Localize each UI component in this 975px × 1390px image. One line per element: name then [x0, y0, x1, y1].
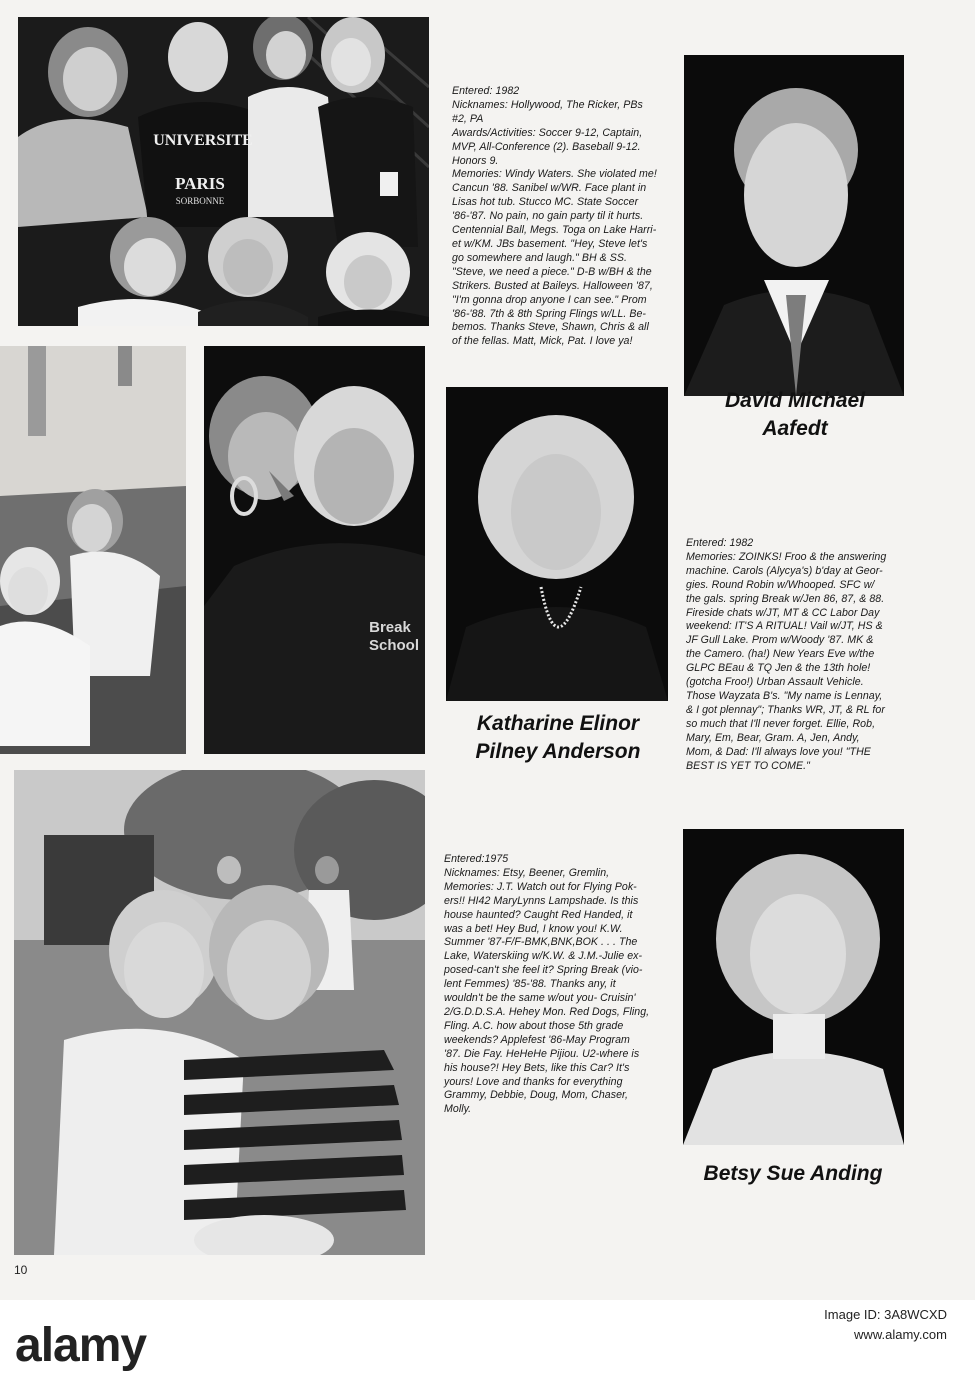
bio-line: the gals. spring Break w/Jen 86, 87, & 88.: [686, 592, 885, 605]
student-name-betsy: [670, 1160, 916, 1188]
bio-line: Entered: 1982: [686, 537, 754, 549]
bio-line: yours! Love and thanks for everything: [444, 1075, 623, 1088]
portrait-betsy: [683, 829, 904, 1145]
bio-line: 2/G.D.D.S.A. Hehey Mon. Red Dogs, Fling,: [444, 1005, 650, 1018]
bio-line: Molly.: [444, 1103, 472, 1116]
bio-betsy: [444, 853, 666, 1117]
bio-line: go somewhere and laugh." BH & SS.: [452, 251, 628, 264]
bio-line: weekend: IT'S A RITUAL! Vail w/JT, HS &: [686, 620, 883, 633]
bio-line: Fling. A.C. how about those 5th grade: [444, 1019, 624, 1032]
break-school-photo: [204, 346, 425, 754]
site-url[interactable]: www.alamy.com: [854, 1327, 947, 1342]
page-number: 10: [14, 1263, 28, 1277]
sweatshirt-text-2: PARIS: [175, 174, 225, 193]
name-line: Pilney Anderson: [475, 740, 641, 763]
name-line: David Michael: [724, 389, 866, 412]
bio-line: Memories: Windy Waters. She violated me!: [452, 168, 657, 181]
bio-line: Lisas hot tub. Stucco MC. State Soccer: [452, 196, 639, 209]
bio-line: bemos. Thanks Steve, Shawn, Chris & all: [452, 321, 649, 334]
bio-line: Cancun '88. Sanibel w/WR. Face plant in: [452, 182, 647, 195]
bio-david: [452, 85, 674, 349]
bio-line: Strikers. Busted at Baileys. Halloween '87,: [452, 279, 653, 292]
bio-line: & I got plennay"; Thanks WR, JT, & RL for: [686, 703, 885, 716]
bio-line: Fireside chats w/JT, MT & CC Labor Day: [686, 606, 880, 619]
alamy-logo[interactable]: alamy: [15, 1319, 147, 1372]
bio-line: Entered: 1982: [452, 85, 520, 97]
bio-line: MVP, All-Conference (2). Baseball 9-12.: [452, 140, 641, 153]
bio-line: the Camero. (ha!) New Years Eve w/the: [686, 648, 875, 661]
shirt-text-1: Break: [369, 619, 411, 636]
bio-line: et w/KM. JBs basement. "Hey, Steve let's: [452, 237, 648, 250]
portrait-katharine: [446, 387, 668, 701]
image-id: Image ID: 3A8WCXD: [824, 1307, 947, 1322]
student-name-david: [684, 387, 906, 443]
group-photo: [18, 17, 429, 326]
bio-line: lent Femmes) '85-'88. Thanks any, it: [444, 978, 616, 991]
bio-line: Entered:1975: [444, 853, 509, 865]
bio-line: posed-can't she feel it? Spring Break (vio-: [444, 964, 643, 977]
bio-line: weekends? Applefest '86-May Program: [444, 1033, 630, 1046]
bio-line: Awards/Activities: Soccer 9-12, Captain,: [452, 126, 643, 139]
bio-line: so much that I'll never forget. Ellie, Rob,: [686, 717, 876, 730]
bio-line: BEST IS YET TO COME.": [686, 759, 810, 772]
bio-line: Memories: J.T. Watch out for Flying Pok-: [444, 880, 637, 893]
bio-line: Those Wayzata B's. "My name is Lennay,: [686, 689, 883, 702]
bio-line: "I'm gonna drop anyone I can see." Prom: [452, 293, 647, 306]
bio-line: Lake, Waterskiing w/K.W. & J.M.-Julie ex-: [444, 950, 643, 963]
sweatshirt-text-1: UNIVERSITE: [153, 132, 253, 149]
bio-line: ers!! HI42 MaryLynns Lampshade. Is this: [444, 894, 639, 907]
bio-line: JF Gull Lake. Prom w/Woody '87. MK &: [686, 634, 874, 647]
student-name-katharine: [440, 710, 676, 766]
bio-line: Honors 9.: [452, 154, 499, 167]
bio-line: #2, PA: [452, 112, 484, 125]
bio-line: Grammy, Debbie, Doug, Mom, Chaser,: [444, 1089, 629, 1102]
bio-line: Nicknames: Etsy, Beener, Gremlin,: [444, 866, 610, 879]
friends-photo: [14, 770, 425, 1255]
bio-line: gies. Round Robin w/Whooped. SFC w/: [686, 578, 875, 591]
bio-line: his house?! Hey Bets, like this Car? It's: [444, 1061, 630, 1074]
portrait-david: [684, 55, 904, 396]
bio-line: house haunted? Caught Red Handed, it: [444, 908, 633, 921]
bio-line: Memories: ZOINKS! Froo & the answering: [686, 550, 887, 563]
name-line: Aafedt: [762, 417, 828, 440]
bio-line: Mom, & Dad: I'll always love you! "THE: [686, 745, 871, 758]
sweatshirt-text-3: SORBONNE: [175, 196, 225, 206]
grass-photo: [0, 346, 186, 754]
bio-line: machine. Carols (Alycya's) b'day at Geor-: [686, 564, 883, 577]
bio-line: '87. Die Fay. HeHeHe Pijiou. U2-where is: [444, 1047, 640, 1060]
bio-line: (gotcha Froo!) Urban Assault Vehicle.: [686, 676, 864, 689]
bio-line: GLPC BEau & TQ Jen & the 13th hole!: [686, 662, 871, 675]
bio-line: "Steve, we need a piece." D-B w/BH & the: [452, 265, 652, 278]
shirt-text-2: School: [368, 637, 420, 654]
bio-line: '86-'87. No pain, no gain party til it hurts.: [452, 210, 644, 223]
bio-line: Summer '87-F/F-BMK,BNK,BOK . . . The: [444, 936, 638, 949]
name-line: Betsy Sue Anding: [703, 1162, 883, 1185]
bio-line: Nicknames: Hollywood, The Ricker, PBs: [452, 98, 643, 111]
bio-line: '86-'88. 7th & 8th Spring Flings w/LL. Be-: [452, 307, 646, 320]
bio-line: Centennial Ball, Megs. Toga on Lake Harri-: [452, 224, 657, 237]
bio-line: wouldn't be the same w/out you- Cruisin': [444, 992, 636, 1005]
bio-line: of the fellas. Matt, Mick, Pat. I love ya!: [452, 335, 633, 348]
bio-line: was a bet! Hey Bud, I know you! K.W.: [444, 922, 623, 935]
name-line: Katharine Elinor: [476, 712, 640, 735]
bio-katharine: [686, 537, 918, 773]
banner-info: [824, 1304, 947, 1344]
bio-line: Mary, Em, Bear, Gram. A, Jen, Andy,: [686, 731, 860, 744]
